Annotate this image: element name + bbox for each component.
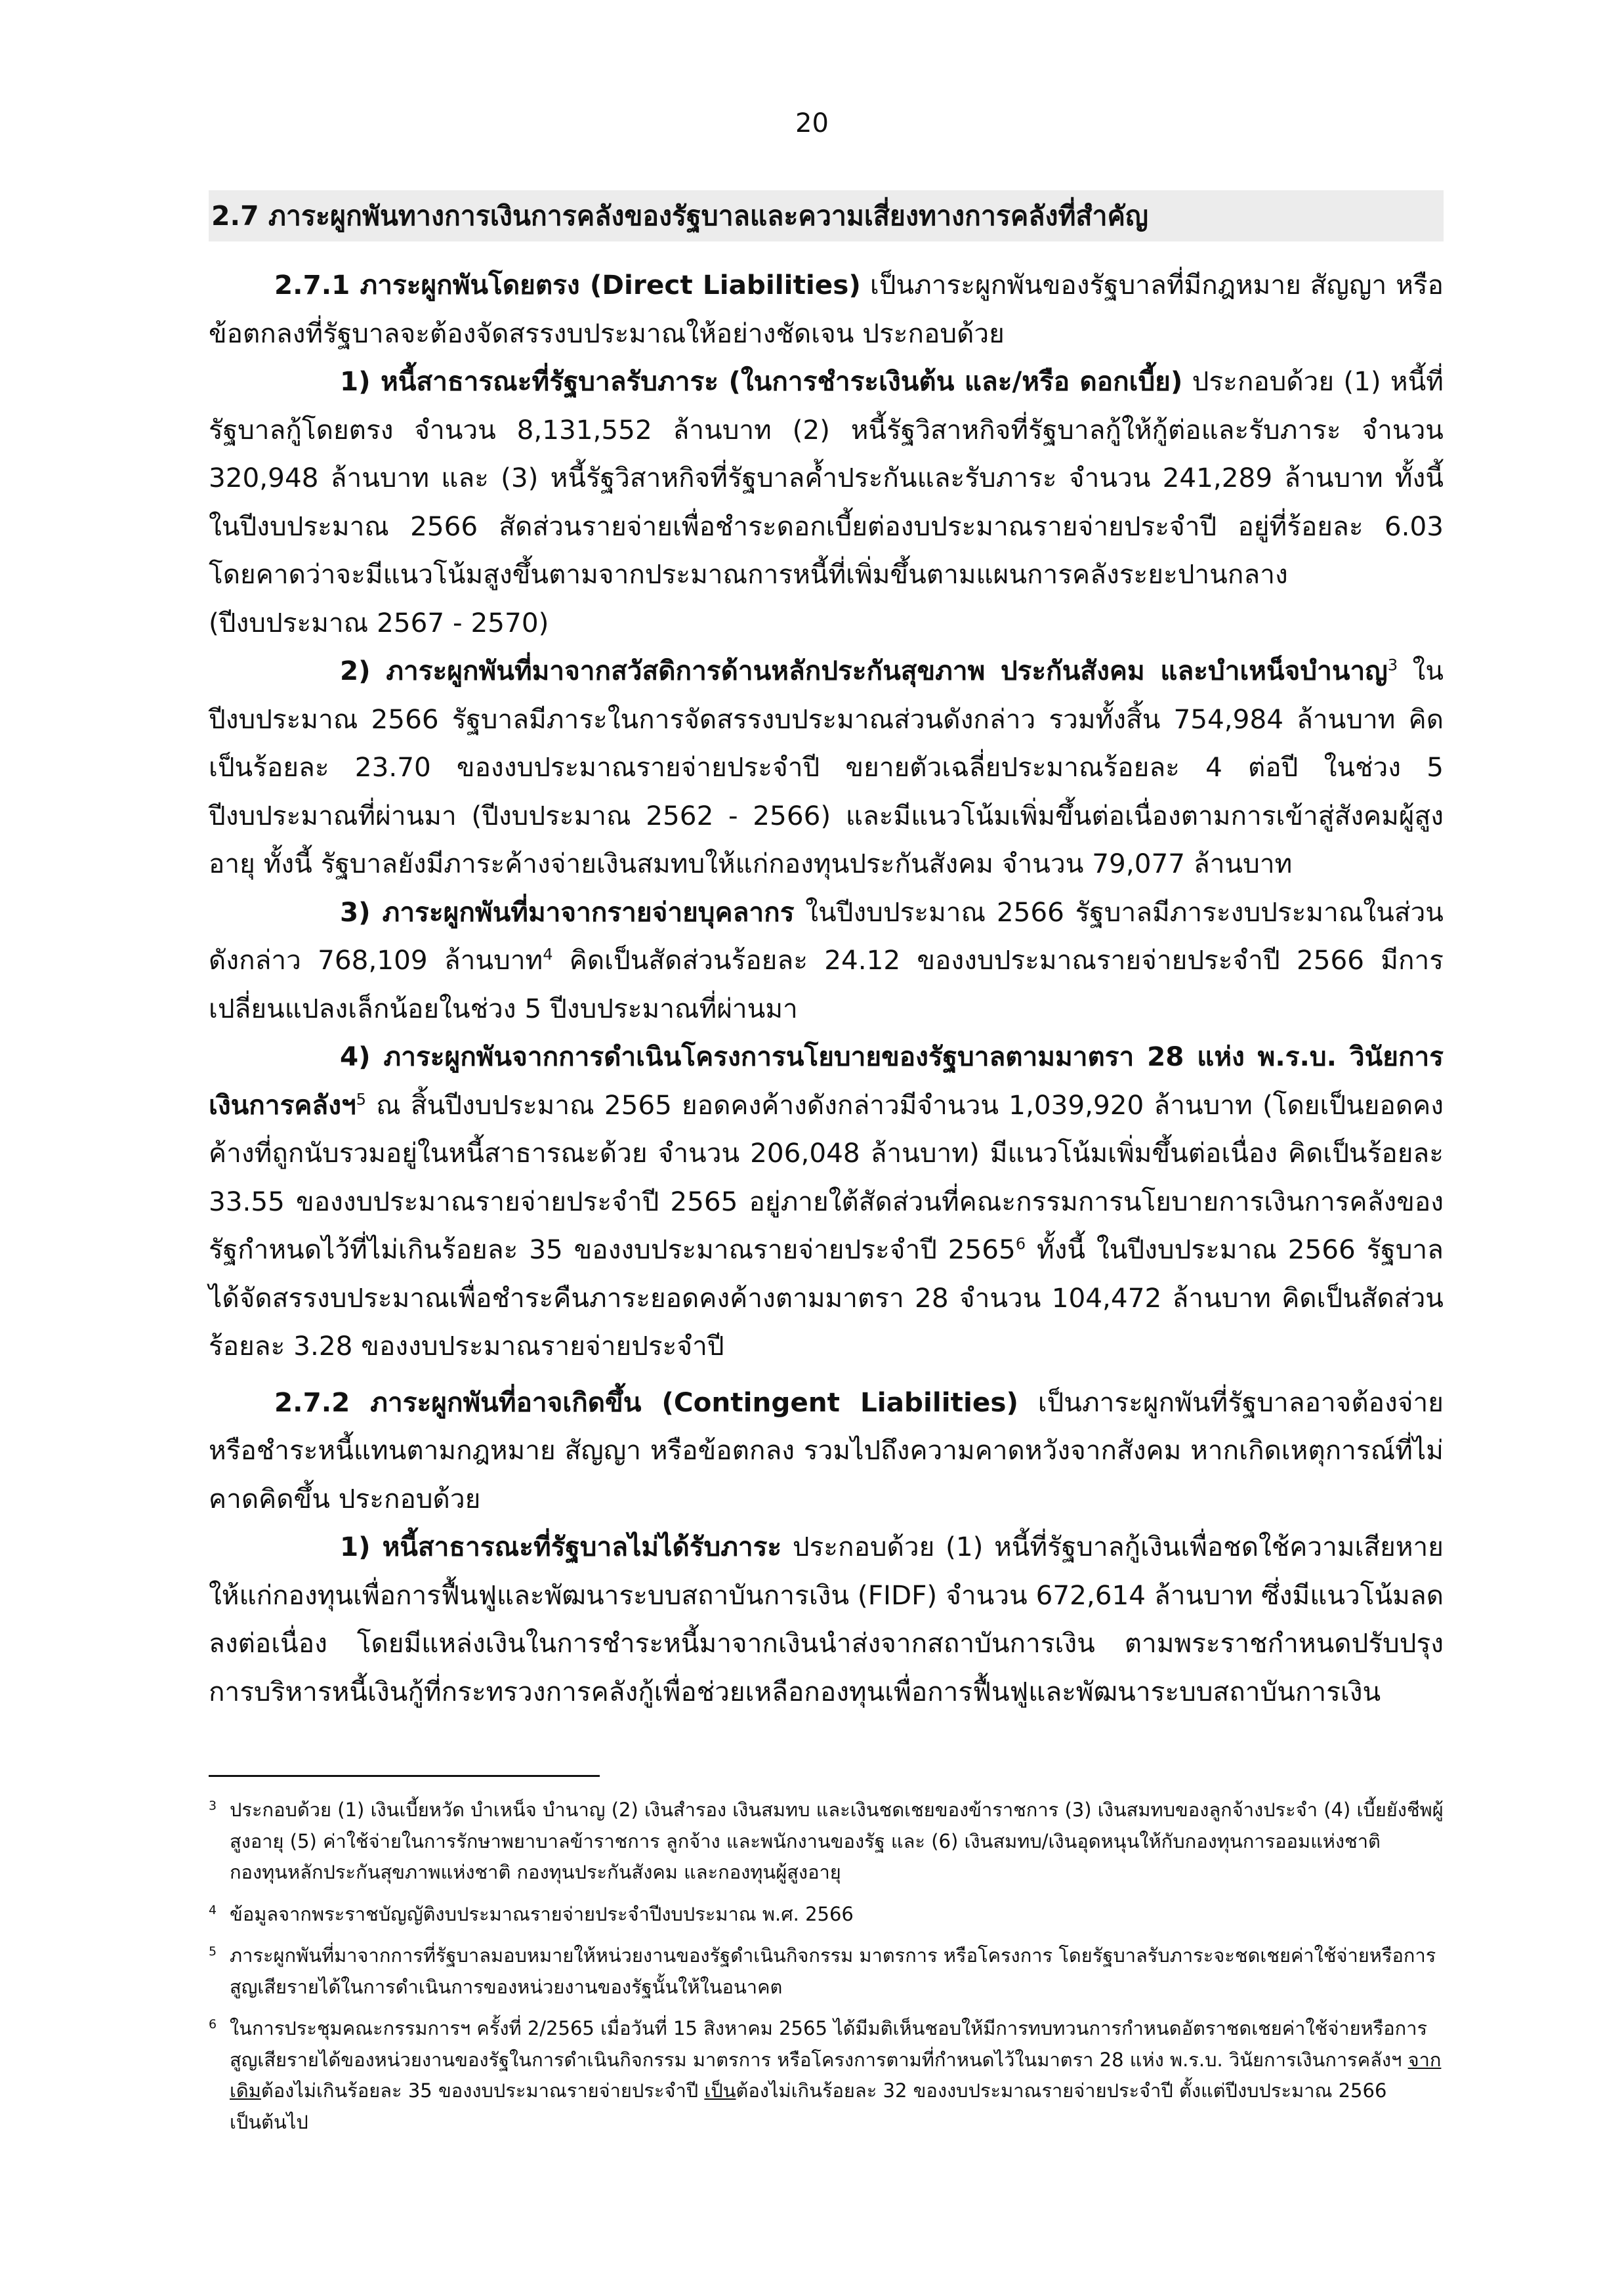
footnote-number: 5: [209, 1944, 217, 1959]
footnote-text: ในการประชุมคณะกรรมการฯ ครั้งที่ 2/2565 เมื่อวันที่ 15 สิงหาคม 2565 ได้มีมติเห็นชอบให้มีการทบทวนการกำหนดอัตราชดเชยค่าใช้จ่ายหรือการสูญเสียรายได้ของหน่วยงานของรัฐในการดำเนินกิจกรรม มาตรการ หรือโครงการตามที่กำหนดไว้ในมาตรา 28 แห่ง พ.ร.บ. วินัยการเงินการคลังฯ: [230, 2017, 1428, 2071]
footnote-text: ต้องไม่เกินร้อยละ 35 ของงบประมาณรายจ่ายประจำปี: [260, 2079, 705, 2102]
paragraph-direct-item-3: [209, 888, 1444, 1033]
footnote-text: ภาระผูกพันที่มาจากการที่รัฐบาลมอบหมายให้หน่วยงานของรัฐดำเนินกิจกรรม มาตรการ หรือโครงการ โดยรัฐบาลรับภาระจะชดเชยค่าใช้จ่ายหรือการสูญเสียรายได้ในการดำเนินการของหน่วยงานของรัฐนั้นให้ในอนาคต: [230, 1944, 1436, 1998]
footnote-underlined-text: เป็น: [704, 2079, 736, 2102]
footnote-text: ข้อมูลจากพระราชบัญญัติงบประมาณรายจ่ายประจำปีงบประมาณ พ.ศ. 2566: [230, 1902, 854, 1925]
paragraph-text: เป็นภาระผูกพันของรัฐบาลที่มีกฎหมาย สัญญา หรือข้อตกลงที่รัฐบาลจะต้องจัดสรรงบประมาณให้อย่างชัดเจน ประกอบด้วย: [209, 269, 1444, 349]
paragraph-direct-item-1: [209, 358, 1444, 647]
paragraph-text: ประกอบด้วย (1) หนี้ที่รัฐบาลกู้เงินเพื่อชดใช้ความเสียหายให้แก่กองทุนเพื่อการฟื้นฟูและพัฒนาระบบสถาบันการเงิน (FIDF) จำนวน 672,614 ล้านบาท ซึ่งมีแนวโน้มลดลงต่อเนื่อง โดยมีแหล่งเงินในการชำระหนี้มาจากเงินนำส่งจากสถาบันการเงิน ตามพระราชกำหนดปรับปรุงการบริหารหนี้เงินกู้ที่กระทรวงการคลังกู้เพื่อช่วยเหลือกองทุนเพื่อการฟื้นฟูและพัฒนาระบบสถาบันการเงิน: [209, 1531, 1444, 1707]
paragraph-text: คิดเป็นสัดส่วนร้อยละ 24.12 ของงบประมาณรายจ่ายประจำปี 2566 มีการเปลี่ยนแปลงเล็กน้อยในช่วง 5 ปีงบประมาณที่ผ่านมา: [209, 944, 1444, 1024]
item-heading: 1) หนี้สาธารณะที่รัฐบาลไม่ได้รับภาระ: [340, 1531, 782, 1562]
footnote-mark[interactable]: 5: [356, 1090, 367, 1108]
footnote-underlined-text: จากเดิม: [230, 2048, 1442, 2102]
item-heading: 3) ภาระผูกพันที่มาจากรายจ่ายบุคลากร: [340, 896, 795, 928]
page-number: 20: [795, 108, 829, 138]
footnote-text: ประกอบด้วย (1) เงินเบี้ยหวัด บำเหน็จ บำนาญ (2) เงินสำรอง เงินสมทบ และเงินชดเชยของข้าราชการ (3) เงินสมทบของลูกจ้างประจำ (4) เบี้ยยังชีพผู้สูงอายุ (5) ค่าใช้จ่ายในการรักษาพยาบาลข้าราชการ ลูกจ้าง และพนักงานของรัฐ และ (6) เงินสมทบ/เงินอุดหนุนให้กับกองทุนการออมแห่งชาติ กองทุนหลักประกันสุขภาพแห่งชาติ กองทุนประกันสังคม และกองทุนผู้สูงอายุ: [230, 1799, 1444, 1883]
footnote-6: [209, 2013, 1444, 2138]
footnote-mark[interactable]: 6: [1015, 1234, 1026, 1253]
item-heading: 4) ภาระผูกพันจากการดำเนินโครงการนโยบายของรัฐบาลตามมาตรา 28 แห่ง พ.ร.บ. วินัยการเงินการคลังฯ: [209, 1041, 1444, 1121]
footnote-number: 4: [209, 1902, 217, 1917]
section-heading: 2.7 ภาระผูกพันทางการเงินการคลังของรัฐบาลและความเสี่ยงทางการคลังที่สำคัญ: [209, 190, 1444, 241]
footnote-text: ต้องไม่เกินร้อยละ 32 ของงบประมาณรายจ่ายประจำปี ตั้งแต่ปีงบประมาณ 2566 เป็นต้นไป: [230, 2079, 1387, 2133]
subsection-heading-contingent: 2.7.2 ภาระผูกพันที่อาจเกิดขึ้น (Contingent Liabilities): [274, 1386, 1018, 1418]
footnote-divider: [209, 1775, 600, 1777]
footnote-mark[interactable]: 3: [1387, 656, 1398, 675]
paragraph-contingent-liabilities: [209, 1379, 1444, 1524]
paragraph-text: เป็นภาระผูกพันที่รัฐบาลอาจต้องจ่ายหรือชำระหนี้แทนตามกฎหมาย สัญญา หรือข้อตกลง รวมไปถึงความคาดหวังจากสังคม หากเกิดเหตุการณ์ที่ไม่คาดคิดขึ้น ประกอบด้วย: [209, 1386, 1444, 1514]
paragraph-text: ประกอบด้วย (1) หนี้ที่รัฐบาลกู้โดยตรง จำนวน 8,131,552 ล้านบาท (2) หนี้รัฐวิสาหกิจที่รัฐบาลกู้ให้กู้ต่อและรับภาระ จำนวน 320,948 ล้านบาท และ (3) หนี้รัฐวิสาหกิจที่รัฐบาลค้ำประกันและรับภาระ จำนวน 241,289 ล้านบาท ทั้งนี้ ในปีงบประมาณ 2566 สัดส่วนรายจ่ายเพื่อชำระดอกเบี้ยต่องบประมาณรายจ่ายประจำปี อยู่ที่ร้อยละ 6.03 โดยคาดว่าจะมีแนวโน้มสูงขึ้นตามจากประมาณการหนี้ที่เพิ่มขึ้นตามแผนการคลังระยะปานกลาง (ปีงบประมาณ 2567 - 2570): [209, 365, 1444, 638]
footnote-3: [209, 1795, 1444, 1888]
footnote-mark[interactable]: 4: [543, 945, 553, 964]
paragraph-direct-item-4: [209, 1033, 1444, 1371]
paragraph-text: ทั้งนี้ ในปีงบประมาณ 2566 รัฐบาลได้จัดสรรงบประมาณเพื่อชำระคืนภาระยอดคงค้างตามมาตรา 28 จำนวน 104,472 ล้านบาท คิดเป็นสัดส่วนร้อยละ 3.28 ของงบประมาณรายจ่ายประจำปี: [209, 1234, 1444, 1362]
footnote-number: 6: [209, 2017, 217, 2032]
footnotes: [209, 1795, 1444, 2148]
item-heading: 2) ภาระผูกพันที่มาจากสวัสดิการด้านหลักประกันสุขภาพ ประกันสังคม และบำเหน็จบำนาญ: [340, 655, 1388, 686]
paragraph-text: ณ สิ้นปีงบประมาณ 2565 ยอดคงค้างดังกล่าวมีจำนวน 1,039,920 ล้านบาท (โดยเป็นยอดคงค้างที่ถูกนับรวมอยู่ในหนี้สาธารณะด้วย จำนวน 206,048 ล้านบาท) มีแนวโน้มเพิ่มขึ้นต่อเนื่อง คิดเป็นร้อยละ 33.55 ของงบประมาณรายจ่ายประจำปี 2565 อยู่ภายใต้สัดส่วนที่คณะกรรมการนโยบายการเงินการคลังของรัฐกำหนดไว้ที่ไม่เกินร้อยละ 35 ของงบประมาณรายจ่ายประจำปี 2565: [209, 1089, 1444, 1265]
paragraph-text: ในปีงบประมาณ 2566 รัฐบาลมีภาระในการจัดสรรงบประมาณส่วนดังกล่าว รวมทั้งสิ้น 754,984 ล้านบาท คิดเป็นร้อยละ 23.70 ของงบประมาณรายจ่ายประจำปี ขยายตัวเฉลี่ยประมาณร้อยละ 4 ต่อปี ในช่วง 5 ปีงบประมาณที่ผ่านมา (ปีงบประมาณ 2562 - 2566) และมีแนวโน้มเพิ่มขึ้นต่อเนื่องตามการเข้าสู่สังคมผู้สูงอายุ ทั้งนี้ รัฐบาลยังมีภาระค้างจ่ายเงินสมทบให้แก่กองทุนประกันสังคม จำนวน 79,077 ล้านบาท: [209, 655, 1444, 879]
footnote-number: 3: [209, 1799, 217, 1813]
footnote-4: [209, 1899, 1444, 1930]
paragraph-direct-liabilities: [209, 261, 1444, 358]
paragraph-contingent-item-1: [209, 1523, 1444, 1716]
paragraph-text: ในปีงบประมาณ 2566 รัฐบาลมีภาระงบประมาณในส่วนดังกล่าว 768,109 ล้านบาท: [209, 896, 1444, 976]
item-heading: 1) หนี้สาธารณะที่รัฐบาลรับภาระ (ในการชำระเงินต้น และ/หรือ ดอกเบี้ย): [340, 365, 1183, 397]
paragraph-direct-item-2: [209, 647, 1444, 888]
footnote-5: [209, 1940, 1444, 2003]
body-text: [209, 261, 1444, 1716]
subsection-heading-direct: 2.7.1 ภาระผูกพันโดยตรง (Direct Liabilities): [274, 269, 861, 301]
